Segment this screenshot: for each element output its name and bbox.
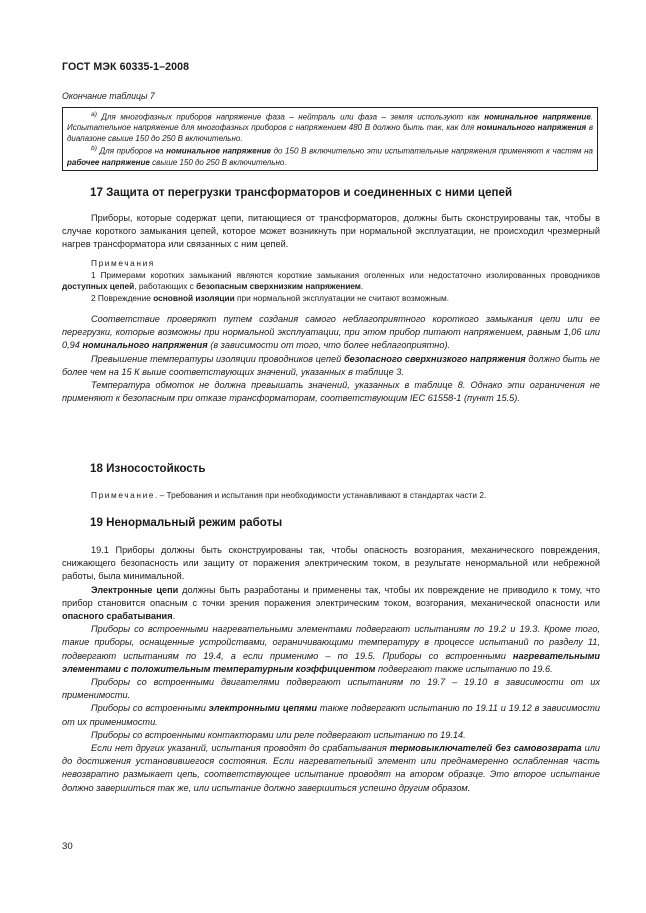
- section-17-body: [62, 212, 600, 252]
- clause-19-1: 19.1 Приборы должны быть сконструированы так, чтобы опасность возгорания, механического повреждения, снижающего безопасность или защиту от поражения электрическим током, в результате ненормальной или небрежной работы, была минимальной.: [62, 545, 600, 582]
- compliance-3: Температура обмоток не должна превышать значений, указанных в таблице 8. Однако эти ограничения не применяют к безопасным при отказе трансформаторам, соответствующим IEC 61558-1 (пункт 15.5).: [62, 380, 600, 404]
- section-19-title: 19 Ненормальный режим работы: [90, 516, 283, 529]
- section-18-title: 18 Износостойкость: [90, 462, 206, 475]
- heating-elements-paragraph: Приборы со встроенными нагревательными элементами подвергают испытаниям по 19.2 и 19.3. Кроме того, такие приборы, оснащенные устройствами, ограничивающими температуру в процессе испытаний по разделу 11, подвергают испытаниям по 19.4, а если применимо – по 19.5. Приборы со встроенными нагревательными элементами с положительным температурным коэффициентом подвергают также испытанию по 19.6.: [62, 624, 600, 674]
- section-17-notes: [62, 258, 600, 304]
- page-number: 30: [62, 841, 73, 852]
- notes-label: Примечания: [91, 258, 155, 268]
- section-18-note: Примечание. – Требования и испытания при необходимости устанавливают в стандартах части 2.: [91, 490, 487, 500]
- footnote-b: $^{b)}$ Для приборов на номинальное напряжение до 150 В включительно эти испытательные напряжения применяют к частям на рабочее напряжение свыше 150 до 250 В включительно.: [67, 145, 594, 167]
- compliance-1: Соответствие проверяют путем создания самого неблагоприятного короткого замыкания цепи или ее перегрузки, которые возможны при нормальной эксплуатации, при этом прибор питают напряжением, равным 1,06 или 0,94 номинального напряжения (в зависимости от того, что более неблагоприятно).: [62, 314, 600, 351]
- footnote-a: $^{a)}$ Для многофазных приборов напряжение фаза – нейтраль или фаза – земля используют как номинальное напряжение. Испытательное напряжение для многофазных приборов с напряжением 480 В должно быть так, как для номинального напряжения в диапазоне свыше 150 до 250 В включительно.: [67, 111, 594, 143]
- note-1: 1 Примерами коротких замыканий являются короткие замыкания оголенных или недостаточно изолированных проводников доступных цепей, работающих с безопасным сверхнизким напряжением.: [62, 269, 600, 292]
- contactors-paragraph: Приборы со встроенными контакторами или реле подвергают испытанию по 19.14.: [91, 729, 466, 740]
- table-caption: Окончание таблицы 7: [62, 91, 155, 101]
- section-19-body: [62, 544, 600, 795]
- motors-paragraph: Приборы со встроенными двигателями подвергают испытаниям по 19.7 – 19.10 в зависимости от их применимости.: [62, 677, 600, 701]
- electronic-circuits-test-paragraph: Приборы со встроенными электронными цепями также подвергают испытанию по 19.11 и 19.12 в зависимости от их применимости.: [62, 703, 601, 727]
- table-footnotes: [62, 107, 598, 171]
- section-17-title: 17 Защита от перегрузки трансформаторов и соединенных с ними цепей: [90, 186, 513, 199]
- note-2: 2 Повреждение основной изоляции при нормальной эксплуатации не считают возможным.: [91, 292, 450, 303]
- document-code: ГОСТ МЭК 60335-1–2008: [62, 61, 190, 73]
- thermal-cutouts-paragraph: Если нет других указаний, испытания проводят до срабатывания термовыключателей без самовозврата или до достижения установившегося состояния. Если нагревательный элемент или преднамеренно ослабленная часть невозвратно размыкает цепь, соответствующее испытание проводят на втором образце. Это второе испытание должно завершиться так же, или испытание должно завершиться успешно другим образом.: [62, 743, 600, 793]
- compliance-2: Превышение температуры изоляции проводников цепей безопасного сверхнизкого напряжения должно быть не более чем на 15 К выше соответствующих значений, указанных в таблице 3.: [62, 353, 600, 377]
- paragraph: Приборы, которые содержат цепи, питающиеся от трансформаторов, должны быть сконструированы так, чтобы в случае короткого замыкания цепей, которое может возникнуть при нормальной эксплуатации, не происходил чрезмерный нагрев трансформатора или связанных с ним цепей.: [62, 213, 600, 250]
- section-17-compliance: [62, 313, 600, 405]
- electronic-circuits-paragraph: Электронные цепи должны быть разработаны и применены так, чтобы их повреждение не приводило к тому, что прибор становится опасным с точки зрения поражения электрическим током, возгорания, механической опасности или опасного срабатывания.: [62, 584, 600, 622]
